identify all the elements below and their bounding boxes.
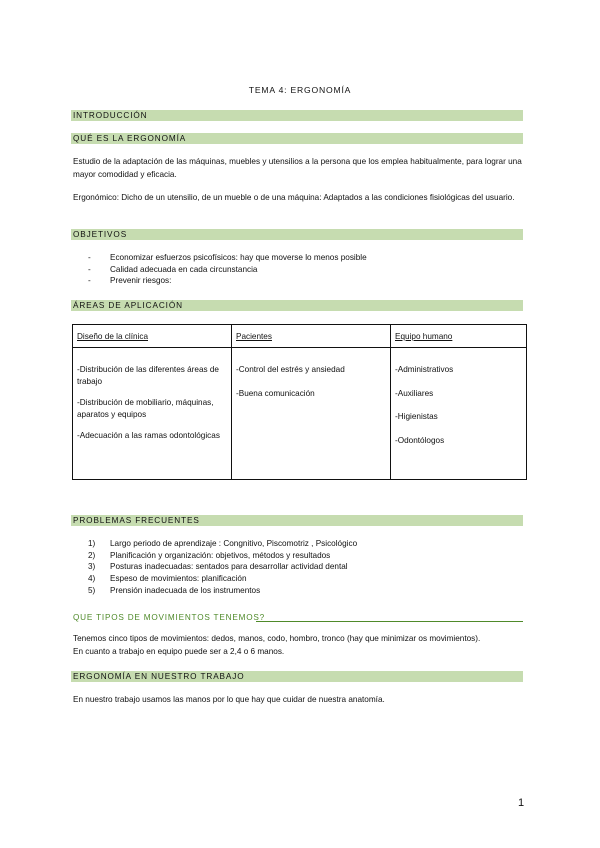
table-header-row [73, 325, 527, 348]
cell-item: -Control del estrés y ansiedad [236, 365, 345, 374]
cell-item: -Adecuación a las ramas odontológicas [77, 431, 220, 440]
section-heading-trabajo: ERGONOMÍA EN NUESTRO TRABAJO [71, 671, 523, 682]
areas-table [72, 324, 527, 480]
list-item: 1) Largo periodo de aprendizaje : Congnitivo, Piscomotriz , Psicológico [88, 539, 358, 548]
column-header: Pacientes [236, 331, 272, 341]
ergonomico-paragraph: Ergonómico: Dicho de un utensilio, de un mueble o de una máquina: Adaptados a las condiciones fisiológicas del usuario. [73, 193, 515, 202]
bullet: - [88, 253, 91, 262]
section-heading-movimientos: QUE TIPOS DE MOVIMIENTOS TENEMOS? [73, 612, 523, 623]
section-heading-objetivos: OBJETIVOS [71, 229, 523, 240]
cell-item: -Distribución de mobiliario, máquinas, aparatos y equipos [77, 398, 214, 419]
list-item: 5) Prensión inadecuada de los instrumentos [88, 585, 261, 595]
cell-item: -Distribución de las diferentes áreas de trabajo [77, 365, 219, 386]
column-header: Diseño de la clínica [77, 331, 148, 341]
cell-item: -Higienistas [395, 412, 438, 421]
objetivos-list [88, 252, 367, 287]
table-cell [73, 348, 232, 480]
problemas-list [88, 538, 357, 597]
page-number: 1 [518, 797, 525, 809]
definition-paragraph: Estudio de la adaptación de las máquinas, muebles y utensilios a la persona que los emplea habitualmente, para lograr una mayor comodidad y eficacia. [73, 157, 522, 179]
column-header: Equipo humano [395, 331, 453, 341]
list-item: 4) Espeso de movimientos: planificación [88, 574, 247, 584]
bullet: - [88, 264, 91, 274]
cell-item: -Administrativos [395, 365, 454, 374]
page-title: TEMA 4: ERGONOMÍA [248, 85, 352, 95]
cell-item: -Auxiliares [395, 388, 434, 398]
section-heading-introduccion: INTRODUCCIÓN [71, 110, 523, 121]
section-heading-areas: ÁREAS DE APLICACIÓN [71, 300, 523, 311]
table-cell [391, 348, 527, 480]
section-heading-problemas: PROBLEMAS FRECUENTES [71, 515, 523, 526]
cell-item: -Buena comunicación [236, 388, 315, 398]
heading-underline [256, 621, 523, 622]
table-cell [232, 348, 391, 480]
bullet: - [88, 276, 91, 286]
cell-item: -Odontólogos [395, 435, 445, 445]
list-item: - Calidad adecuada en cada circunstancia [88, 264, 258, 274]
movimientos-paragraph-2: En cuanto a trabajo en equipo puede ser a 2,4 o 6 manos. [73, 647, 285, 656]
list-item: - Prevenir riesgos: [88, 276, 172, 286]
list-item: 2) Planificación y organización: objetivos, métodos y resultados [88, 550, 331, 560]
table-row [73, 348, 527, 480]
section-heading-que-es: QUÉ ES LA ERGONOMÍA [71, 133, 523, 144]
trabajo-paragraph: En nuestro trabajo usamos las manos por lo que hay que cuidar de nuestra anatomía. [73, 695, 385, 704]
movimientos-paragraph-1: Tenemos cinco tipos de movimientos: dedos, manos, codo, hombro, tronco (hay que minimizar os movimientos). [73, 634, 481, 643]
list-item: - Economizar esfuerzos psicofísicos: hay que moverse lo menos posible [88, 253, 367, 262]
list-item: 3) Posturas inadecuadas: sentados para desarrollar actividad dental [88, 562, 348, 572]
